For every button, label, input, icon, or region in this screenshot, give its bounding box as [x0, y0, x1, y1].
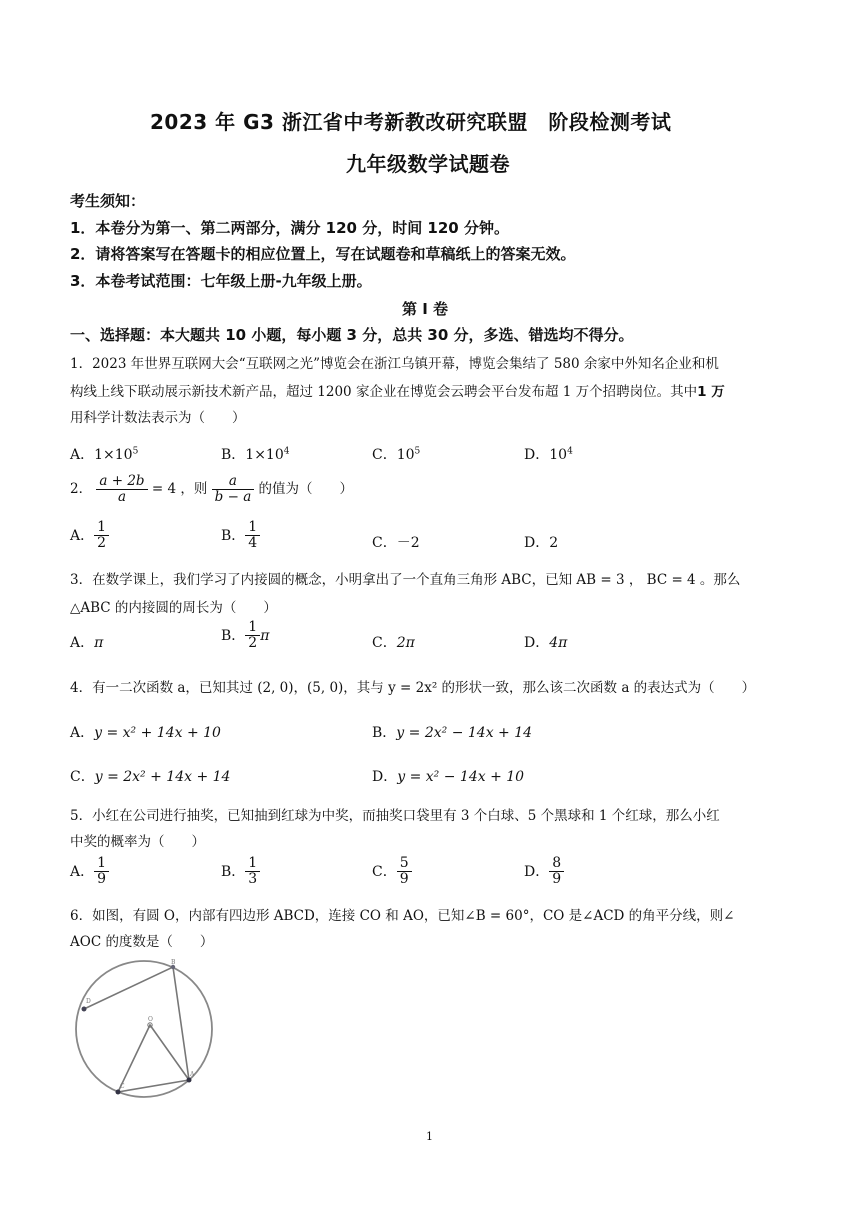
- q2-option-c: [372, 532, 420, 552]
- q1-line-1: 1．2023 年世界互联网大会“互联网之光”博览会在浙江乌镇开幕，博览会集结了 580 余家中外知名企业和机: [70, 356, 719, 372]
- q5-option-a: [70, 856, 109, 888]
- option-fraction: [549, 856, 564, 888]
- fraction-numerator: 5: [397, 856, 412, 872]
- option-label: B．: [221, 447, 246, 463]
- option-exp: 4: [283, 446, 290, 457]
- option-base: 10: [396, 447, 415, 463]
- paper-title: 九年级数学试题卷: [346, 152, 510, 176]
- option-text: 2: [549, 535, 559, 551]
- q3-option-b: [221, 620, 269, 652]
- option-label: A．: [70, 863, 95, 880]
- fraction-denominator: 3: [248, 871, 258, 888]
- point-d: [82, 1007, 87, 1012]
- q2-fraction-1: [96, 474, 147, 505]
- q4-option-c: [70, 766, 230, 786]
- q2-suffix: 的值为（ ）: [258, 480, 354, 497]
- fraction-numerator: 1: [245, 520, 260, 536]
- q1-option-c: [372, 444, 420, 464]
- option-label: B．: [221, 527, 246, 544]
- fraction-numerator: 1: [94, 520, 109, 536]
- q3-option-d: [524, 632, 567, 652]
- option-label: B．: [221, 627, 246, 644]
- q1-option-a: [70, 444, 138, 464]
- option-base: 1×10: [94, 447, 133, 463]
- q5-line-1: 5．小红在公司进行抽奖，已知抽到红球为中奖，而抽奖口袋里有 3 个白球、5 个黑球和 1 个红球，那么小红: [70, 808, 720, 824]
- q3-line-2: △ABC 的内接圆的周长为（ ）: [70, 600, 277, 616]
- q1-option-d: [524, 444, 573, 464]
- q1-line-2: [70, 380, 725, 400]
- option-text: π: [94, 635, 104, 651]
- fraction-numerator: 1: [94, 856, 109, 872]
- option-label: B．: [372, 725, 397, 741]
- option-text: 4π: [549, 635, 568, 651]
- option-fraction: [397, 856, 412, 888]
- notice-item-3: 3．本卷考试范围：七年级上册-九年级上册。: [70, 272, 372, 290]
- quadrilateral-and-radii: [84, 967, 189, 1092]
- option-exp: 5: [132, 446, 139, 457]
- option-label: A．: [70, 635, 95, 651]
- q2-option-d: [524, 532, 558, 552]
- fraction-denominator: 9: [399, 871, 409, 888]
- fraction-denominator: 9: [97, 871, 107, 888]
- option-label: C．: [372, 535, 397, 551]
- label-c: C: [120, 1083, 125, 1090]
- option-fraction: [245, 520, 260, 552]
- q4-option-a: [70, 722, 221, 742]
- option-label: B．: [221, 863, 246, 880]
- q4-line-1: 4．有一二次函数 a，已知其过 (2, 0)，(5, 0)，其与 y = 2x² 的形状一致，那么该二次函数 a 的表达式为（ ）: [70, 680, 756, 696]
- q5-option-c: [372, 856, 412, 888]
- fraction-denominator: 2: [97, 535, 107, 552]
- q5-option-d: [524, 856, 564, 888]
- point-a: [187, 1078, 192, 1083]
- option-text: y = x² − 14x + 10: [397, 769, 525, 785]
- notice-item-2: 2．请将答案写在答题卡的相应位置上，写在试题卷和草稿纸上的答案无效。: [70, 245, 576, 263]
- option-label: A．: [70, 447, 95, 463]
- q4-option-d: [372, 766, 524, 786]
- q2-stem: [70, 474, 353, 505]
- option-text: y = 2x² + 14x + 14: [94, 769, 231, 785]
- fraction-numerator: a + 2b: [96, 474, 147, 490]
- option-label: C．: [372, 447, 397, 463]
- q2-fraction-2: [212, 474, 255, 505]
- option-label: D．: [524, 535, 550, 551]
- q1-line-2-text: 构线上线下联动展示新技术新产品，超过 1200 家企业在博览会云聘会平台发布超 1 万个招聘岗位。其中: [70, 384, 698, 400]
- option-label: D．: [524, 863, 550, 880]
- q1-line-2-bold: 1 万: [697, 384, 725, 400]
- q1-line-3: 用科学计数法表示为（ ）: [70, 410, 246, 426]
- option-base: 1×10: [245, 447, 284, 463]
- exam-title: 2023 年 G3 浙江省中考新教改研究联盟 阶段检测考试: [150, 110, 672, 134]
- q2-option-a: [70, 520, 109, 552]
- option-label: C．: [372, 863, 397, 880]
- q2-option-b: [221, 520, 260, 552]
- fraction-numerator: 8: [549, 856, 564, 872]
- q2-equation: = 4 ，则: [151, 480, 208, 497]
- option-text: y = 2x² − 14x + 14: [396, 725, 533, 741]
- fraction-numerator: 1: [245, 856, 260, 872]
- part-title: 第 Ⅰ 卷: [402, 300, 449, 318]
- option-base: 10: [549, 447, 568, 463]
- q5-option-b: [221, 856, 260, 888]
- label-b: B: [171, 959, 176, 966]
- page-number: 1: [426, 1130, 433, 1143]
- q3-option-a: [70, 632, 103, 652]
- section-title: 一、选择题：本大题共 10 小题，每小题 3 分，总共 30 分，多选、错选均不得分。: [70, 326, 634, 344]
- q4-option-b: [372, 722, 532, 742]
- label-d: D: [86, 998, 91, 1005]
- option-exp: 5: [414, 446, 421, 457]
- option-text: －2: [396, 535, 420, 551]
- option-fraction: [245, 856, 260, 888]
- label-o: O: [148, 1016, 153, 1023]
- label-a: A: [190, 1071, 195, 1078]
- option-pi: π: [260, 627, 270, 644]
- option-label: C．: [70, 769, 95, 785]
- fraction-numerator: a: [212, 474, 255, 490]
- q3-line-1: 3．在数学课上，我们学习了内接圆的概念，小明拿出了一个直角三角形 ABC，已知 AB = 3 ， BC = 4 。那么: [70, 572, 741, 588]
- fraction-denominator: 4: [248, 535, 258, 552]
- option-fraction: [94, 856, 109, 888]
- q3-option-c: [372, 632, 415, 652]
- option-label: A．: [70, 527, 95, 544]
- option-label: D．: [372, 769, 398, 785]
- option-label: D．: [524, 635, 550, 651]
- option-text: y = x² + 14x + 10: [94, 725, 221, 741]
- point-c: [116, 1090, 121, 1095]
- q5-line-2: 中奖的概率为（ ）: [70, 834, 205, 850]
- q2-prefix: 2．: [70, 480, 93, 497]
- fraction-denominator: a: [117, 488, 127, 505]
- notice-heading: 考生须知：: [70, 192, 146, 210]
- q1-option-b: [221, 444, 289, 464]
- option-label: D．: [524, 447, 550, 463]
- fraction-denominator: 2: [248, 635, 258, 652]
- option-exp: 4: [567, 446, 573, 457]
- option-label: C．: [372, 635, 397, 651]
- fraction-denominator: 9: [552, 871, 562, 888]
- option-text: 2π: [396, 635, 415, 651]
- q6-line-1: 6．如图，有圆 O，内部有四边形 ABCD，连接 CO 和 AO，已知∠B = 60°，CO 是∠ACD 的角平分线，则∠: [70, 908, 735, 924]
- option-label: A．: [70, 725, 95, 741]
- notice-item-1: 1．本卷分为第一、第二两部分，满分 120 分，时间 120 分钟。: [70, 219, 509, 237]
- fraction-denominator: b − a: [214, 488, 252, 505]
- fraction-numerator: 1: [245, 620, 260, 636]
- q6-line-2: AOC 的度数是（ ）: [70, 934, 214, 950]
- q6-circle-figure: [70, 955, 220, 1105]
- option-fraction: [94, 520, 109, 552]
- option-fraction: [245, 620, 260, 652]
